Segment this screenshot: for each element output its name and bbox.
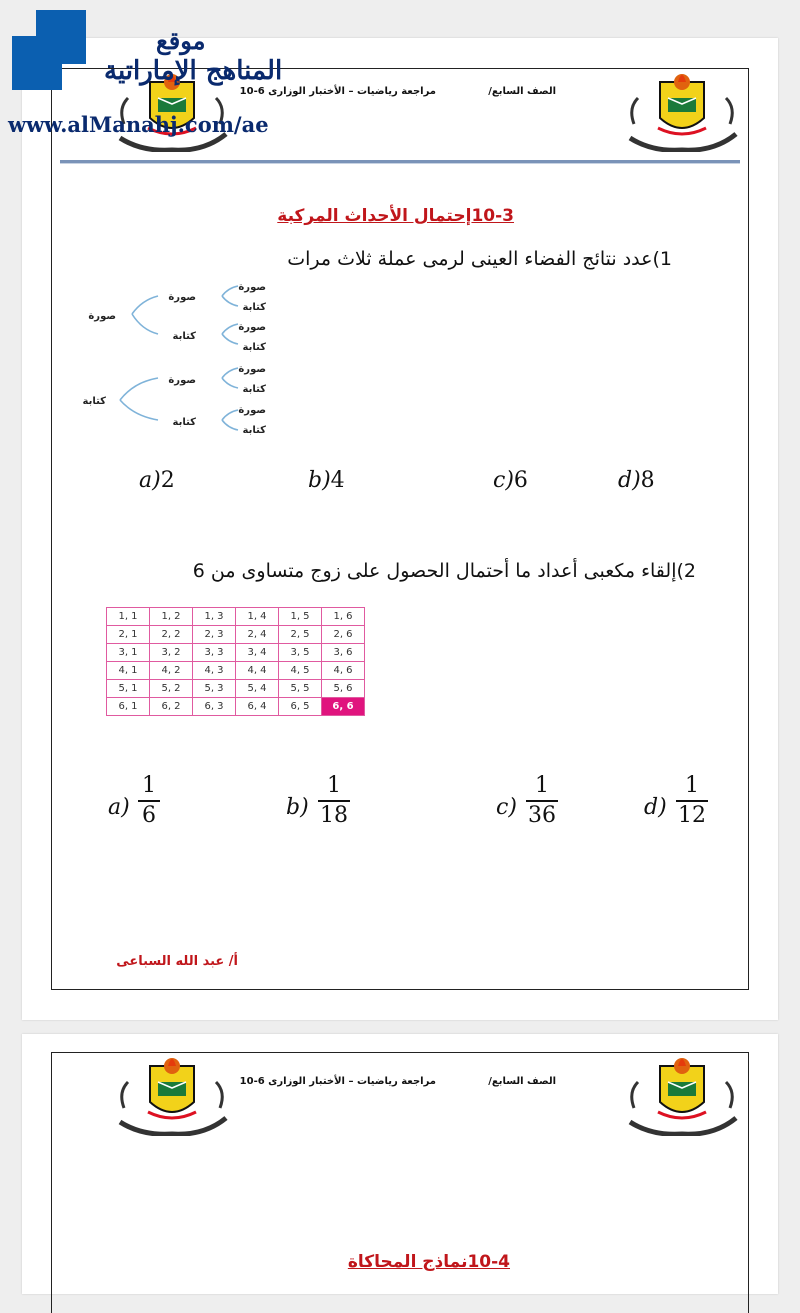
q1-option-b: b)4 bbox=[308, 468, 345, 493]
table-cell: 3, 2 bbox=[150, 644, 193, 662]
table-cell: 6, 2 bbox=[150, 698, 193, 716]
table-cell: 2, 6 bbox=[322, 626, 365, 644]
table-cell: 3, 4 bbox=[236, 644, 279, 662]
q2-option-a: a) 1 6 bbox=[108, 773, 168, 837]
school-logo-right-icon bbox=[622, 68, 742, 152]
question-2: 2)إلقاء مكعبى أعداد ما أحتمال الحصول على زوج متساوى من 6 bbox=[192, 560, 696, 582]
tree-leaf-7: صورة bbox=[238, 405, 266, 416]
teacher-name: أ/ عبد الله السباعى bbox=[116, 954, 238, 969]
table-cell: 1, 3 bbox=[193, 608, 236, 626]
tree-mid-2: كتابة bbox=[172, 331, 196, 342]
table-cell: 2, 1 bbox=[107, 626, 150, 644]
table-cell: 4, 5 bbox=[279, 662, 322, 680]
section-title: 10-3إحتمال الأحداث المركبة bbox=[277, 206, 514, 226]
q2-option-d: d) 1 12 bbox=[644, 773, 706, 828]
table-cell: 2, 4 bbox=[236, 626, 279, 644]
table-cell: 4, 4 bbox=[236, 662, 279, 680]
tree-mid-3: صورة bbox=[168, 375, 196, 386]
table-cell: 5, 5 bbox=[279, 680, 322, 698]
table-cell: 4, 2 bbox=[150, 662, 193, 680]
table-row bbox=[107, 644, 365, 662]
question-1: 1)عدد نتائج الفضاء العينى لرمى عملة ثلاث مرات bbox=[287, 248, 672, 270]
table-cell: 6, 3 bbox=[193, 698, 236, 716]
table-cell: 1, 5 bbox=[279, 608, 322, 626]
table-cell: 5, 4 bbox=[236, 680, 279, 698]
table-row bbox=[107, 626, 365, 644]
table-row bbox=[107, 662, 365, 680]
school-logo-left-icon bbox=[112, 1052, 232, 1136]
tree-leaf-5: صورة bbox=[238, 364, 266, 375]
tree-root-b: كتابة bbox=[82, 396, 106, 407]
table-cell: 1, 1 bbox=[107, 608, 150, 626]
watermark-line1: موقع bbox=[156, 26, 206, 55]
tree-leaf-8: كتابة bbox=[242, 425, 266, 436]
q1-option-d: d)8 bbox=[618, 468, 655, 493]
tree-leaf-3: صورة bbox=[238, 322, 266, 333]
table-cell: 1, 6 bbox=[322, 608, 365, 626]
header-divider bbox=[60, 160, 740, 163]
table-cell: 5, 6 bbox=[322, 680, 365, 698]
table-row bbox=[107, 698, 365, 716]
watermark-line2: المناهج الإماراتية bbox=[104, 56, 283, 86]
document-page-2 bbox=[22, 1034, 778, 1294]
tree-leaf-1: صورة bbox=[238, 282, 266, 293]
watermark-logo-square-bottom bbox=[12, 36, 62, 90]
table-cell: 6, 6 bbox=[322, 698, 365, 716]
table-row bbox=[107, 680, 365, 698]
dice-outcomes-table bbox=[106, 607, 365, 716]
table-cell: 1, 2 bbox=[150, 608, 193, 626]
table-cell: 3, 6 bbox=[322, 644, 365, 662]
table-cell: 5, 1 bbox=[107, 680, 150, 698]
table-cell: 3, 1 bbox=[107, 644, 150, 662]
table-cell: 3, 5 bbox=[279, 644, 322, 662]
tree-leaf-4: كتابة bbox=[242, 342, 266, 353]
q1-option-a: a)2 bbox=[139, 468, 175, 493]
table-cell: 6, 1 bbox=[107, 698, 150, 716]
table-cell: 4, 6 bbox=[322, 662, 365, 680]
q2-option-c: c) 1 36 bbox=[496, 773, 556, 828]
table-cell: 4, 3 bbox=[193, 662, 236, 680]
watermark-url[interactable]: www.alManahj.com/ae bbox=[8, 112, 269, 137]
table-cell: 4, 1 bbox=[107, 662, 150, 680]
tree-mid-1: صورة bbox=[168, 292, 196, 303]
table-row bbox=[107, 608, 365, 626]
document-page-1 bbox=[22, 38, 778, 1020]
table-cell: 2, 2 bbox=[150, 626, 193, 644]
table-cell: 6, 5 bbox=[279, 698, 322, 716]
header-subject: مراجعة رياضيات – الأختبار الوزارى 6-10 bbox=[239, 1076, 436, 1087]
q1-option-c: c)6 bbox=[493, 468, 528, 493]
tree-leaf-6: كتابة bbox=[242, 384, 266, 395]
table-cell: 5, 2 bbox=[150, 680, 193, 698]
q2-option-b: b) 1 18 bbox=[286, 773, 348, 828]
table-cell: 5, 3 bbox=[193, 680, 236, 698]
table-cell: 2, 3 bbox=[193, 626, 236, 644]
school-logo-right-icon bbox=[622, 1052, 742, 1136]
tree-leaf-2: كتابة bbox=[242, 302, 266, 313]
table-cell: 2, 5 bbox=[279, 626, 322, 644]
table-cell: 6, 4 bbox=[236, 698, 279, 716]
tree-mid-4: كتابة bbox=[172, 417, 196, 428]
header-subject: مراجعة رياضيات – الأختبار الوزارى 6-10 bbox=[239, 86, 436, 97]
table-cell: 1, 4 bbox=[236, 608, 279, 626]
table-cell: 3, 3 bbox=[193, 644, 236, 662]
header-grade: الصف السابع/ bbox=[488, 86, 556, 97]
header-grade: الصف السابع/ bbox=[488, 1076, 556, 1087]
tree-root-a: صورة bbox=[88, 311, 116, 322]
section-title: 10-4نماذج المحاكاة bbox=[347, 1252, 510, 1272]
